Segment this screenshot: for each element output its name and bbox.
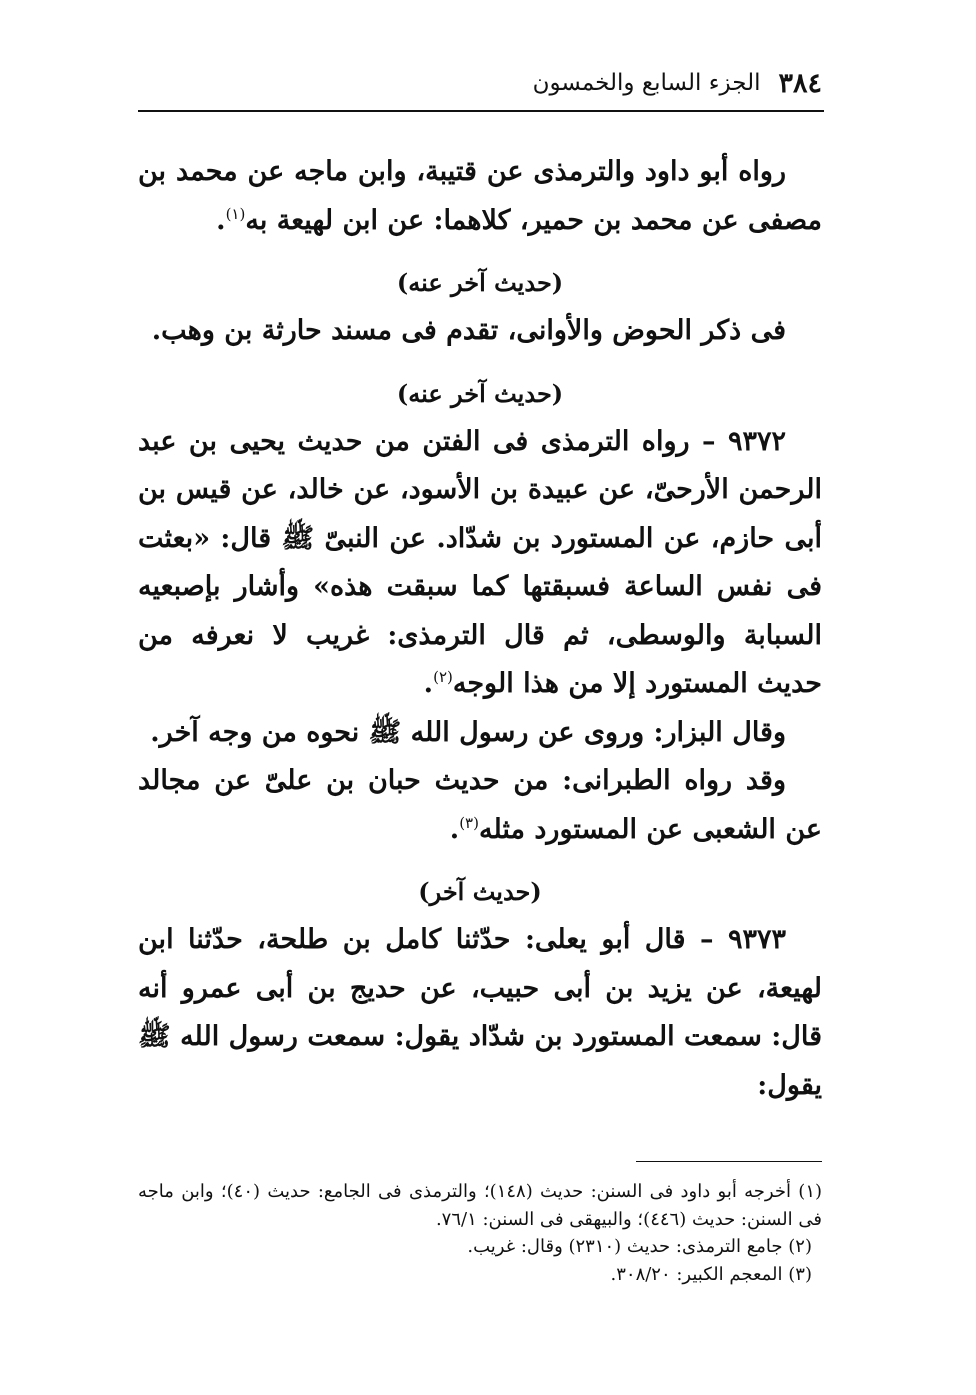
paragraph-1-text: رواه أبو داود والترمذى عن قتيبة، وابن ماجه عن محمد بن مصفى عن محمد بن حمير، كلاهما: عن ابن لهيعة به [138,156,822,236]
paragraph-2: فى ذكر الحوض والأوانى، تقدم فى مسند حارثة بن وهب. [151,315,786,346]
page-number: ٣٨٤ [778,67,822,99]
paragraph-5: وقد رواه الطبرانى: من حديث حبان بن علىّ عن مجالد عن الشعبى عن المستورد مثله$^{(٣)}$. [138,765,822,845]
footnote-ref-3: (٣) [459,813,479,832]
footnote-divider [636,1161,822,1162]
paragraph-1: رواه أبو داود والترمذى عن قتيبة، وابن ماجه عن محمد بن مصفى عن محمد بن حمير، كلاهما: عن ابن لهيعة به$^{(١)}$. [138,156,822,236]
main-text [138,148,822,1110]
spacer [138,854,822,868]
paragraph-5-text: وقد رواه الطبرانى: من حديث حبان بن علىّ عن مجالد عن الشعبى عن المستورد مثله [138,765,822,845]
footnote-ref-2: (٢) [433,668,453,686]
footnotes [138,1178,822,1288]
section-heading-2: (حديث آخر عنه) [396,378,564,408]
section-heading-1: (حديث آخر عنه) [396,268,564,297]
running-title: الجزء السابع والخمسون [532,70,761,96]
section-heading-3: (حديث آخر) [418,877,542,906]
footnote-ref-1: (١) [225,204,246,223]
paragraph-3-text: ٩٣٧٢ – رواه الترمذى فى الفتن من حديث يحيى بن عبد الرحمن الأرحىّ، عن عبيدة بن الأسود، عن خالد، عن قيس بن أبى حازم، عن المستورد بن شدّاد. عن النبىّ ﷺ قال: «بعثت فى نفس الساعة فسبقتها كما سبقت هذه» وأشار بإصبعيه السبابة والوسطى، ثم قال الترمذى: غريب لا نعرفه من حديث المستورد إلا من هذا الوجه [138,425,822,699]
footnote-1: (١) أخرجه أبو داود فى السنن: حديث (١٤٨)؛ والترمذى فى الجامع: حديث (٤٠)؛ وابن ماجه فى السنن: حديث (٤٤٦)؛ والبيهقى فى السنن: ٧٦/١. [138,1181,823,1230]
paragraph-6: ٩٣٧٣ – قال أبو يعلى: حدّثنا كامل بن طلحة، حدّثنا ابن لهيعة، عن يزيد بن أبى حبيب، عن حديج بن أبى عمرو أنه قال: سمعت المستورد بن شدّاد يقول: سمعت رسول الله ﷺ يقول: [138,924,822,1101]
page-header [138,66,822,100]
footnote-2: (٢) جامع الترمذى: حديث (٢٣١٠) وقال: غريب. [467,1236,812,1257]
header-divider [138,110,824,112]
paragraph-4: وقال البزار: وروى عن رسول الله ﷺ نحوه من وجه آخر. [150,716,786,748]
footnote-3: (٣) المعجم الكبير: ٣٠٨/٢٠. [610,1263,812,1285]
spacer [138,356,822,370]
paragraph-3: ٩٣٧٢ – رواه الترمذى فى الفتن من حديث يحيى بن عبد الرحمن الأرحىّ، عن عبيدة بن الأسود، عن خالد، عن قيس بن أبى حازم، عن المستورد بن شدّاد. عن النبىّ ﷺ قال: «بعثت فى نفس الساعة فسبقتها كما سبقت هذه» وأشار بإصبعيه السبابة والوسطى، ثم قال الترمذى: غريب لا نعرفه من حديث المستورد إلا من هذا الوجه$^{(٢)}$. [138,425,822,699]
spacer [138,245,822,259]
